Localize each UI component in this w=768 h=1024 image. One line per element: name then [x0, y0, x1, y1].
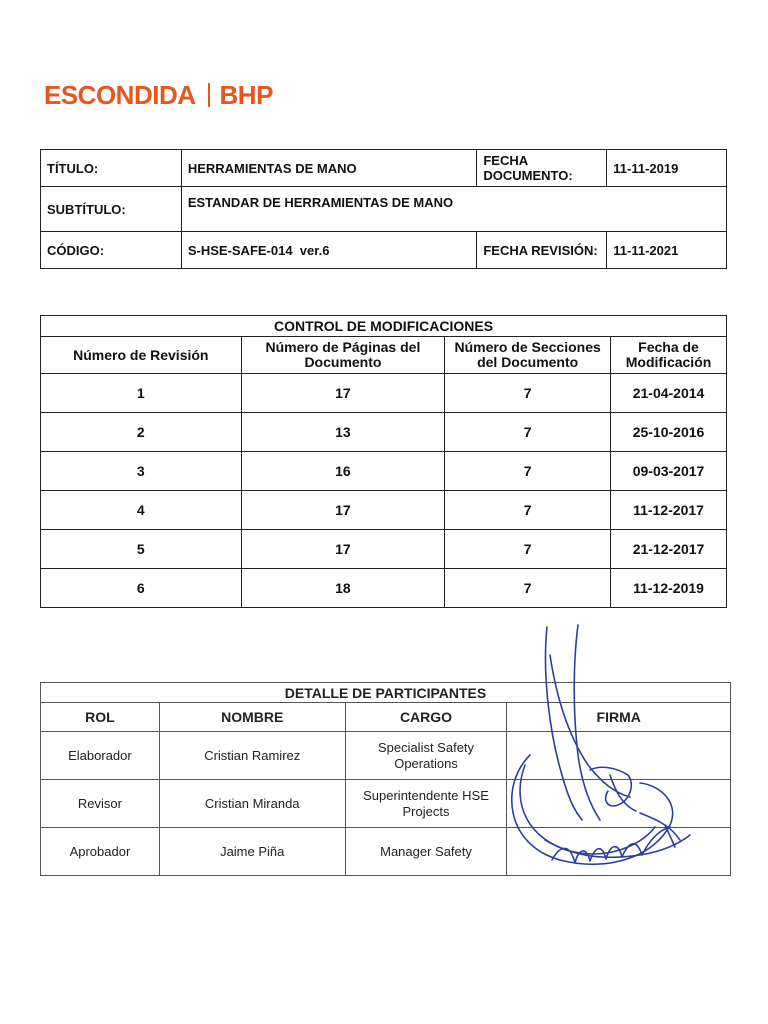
secciones-cell: 7 [445, 452, 611, 491]
revision-cell: 2 [41, 413, 242, 452]
header-fecha-modificacion: Fecha de Modificación [611, 337, 727, 374]
revision-cell: 1 [41, 374, 242, 413]
paginas-cell: 17 [241, 530, 445, 569]
secciones-cell: 7 [445, 374, 611, 413]
titulo-label: TÍTULO: [41, 150, 182, 187]
titulo-row [41, 150, 727, 187]
table-row [41, 452, 727, 491]
revision-cell: 3 [41, 452, 242, 491]
firma-cell [507, 780, 731, 828]
rol-cell: Aprobador [41, 828, 160, 876]
logo-separator [208, 83, 210, 107]
nombre-cell: Jaime Piña [159, 828, 345, 876]
paginas-cell: 17 [241, 491, 445, 530]
table-row [41, 828, 731, 876]
modifications-title-row [41, 316, 727, 337]
subtitulo-row [41, 187, 727, 232]
modifications-title: CONTROL DE MODIFICACIONES [41, 316, 727, 337]
paginas-cell: 13 [241, 413, 445, 452]
fecha-cell: 11-12-2017 [611, 491, 727, 530]
fecha-cell: 11-12-2019 [611, 569, 727, 608]
nombre-cell: Cristian Ramirez [159, 732, 345, 780]
modifications-header-row [41, 337, 727, 374]
codigo-label: CÓDIGO: [41, 232, 182, 269]
rol-cell: Elaborador [41, 732, 160, 780]
codigo-value: S-HSE-SAFE-014 ver.6 [181, 232, 477, 269]
fecha-revision-value: 11-11-2021 [607, 232, 727, 269]
header-rol: ROL [41, 703, 160, 732]
fecha-cell: 21-12-2017 [611, 530, 727, 569]
control-modificaciones-table [40, 315, 727, 608]
logo-escondida: ESCONDIDA [44, 80, 196, 110]
fecha-cell: 21-04-2014 [611, 374, 727, 413]
document-info-table [40, 149, 727, 269]
secciones-cell: 7 [445, 530, 611, 569]
header-numero-secciones: Número de Secciones del Documento [445, 337, 611, 374]
firma-cell [507, 828, 731, 876]
cargo-cell: Specialist Safety Operations [345, 732, 507, 780]
cargo-cell: Manager Safety [345, 828, 507, 876]
subtitulo-label: SUBTÍTULO: [41, 187, 182, 232]
rol-cell: Revisor [41, 780, 160, 828]
header-numero-revision: Número de Revisión [41, 337, 242, 374]
secciones-cell: 7 [445, 491, 611, 530]
escondida-bhp-logo [44, 80, 273, 111]
cargo-cell: Superintendente HSE Projects [345, 780, 507, 828]
titulo-value: HERRAMIENTAS DE MANO [181, 150, 477, 187]
table-row [41, 530, 727, 569]
codigo-row [41, 232, 727, 269]
revision-cell: 6 [41, 569, 242, 608]
paginas-cell: 17 [241, 374, 445, 413]
fecha-cell: 09-03-2017 [611, 452, 727, 491]
fecha-documento-value: 11-11-2019 [607, 150, 727, 187]
firma-cell [507, 732, 731, 780]
table-row [41, 491, 727, 530]
fecha-documento-label: FECHA DOCUMENTO: [477, 150, 607, 187]
participants-title: DETALLE DE PARTICIPANTES [41, 683, 731, 703]
table-row [41, 569, 727, 608]
table-row [41, 732, 731, 780]
paginas-cell: 16 [241, 452, 445, 491]
secciones-cell: 7 [445, 413, 611, 452]
detalle-participantes-table [40, 682, 731, 876]
logo-bhp: BHP [219, 80, 273, 110]
participants-title-row [41, 683, 731, 703]
header-numero-paginas: Número de Páginas del Documento [241, 337, 445, 374]
revision-cell: 4 [41, 491, 242, 530]
table-row [41, 780, 731, 828]
revision-cell: 5 [41, 530, 242, 569]
header-nombre: NOMBRE [159, 703, 345, 732]
table-row [41, 374, 727, 413]
table-row [41, 413, 727, 452]
header-cargo: CARGO [345, 703, 507, 732]
header-firma: FIRMA [507, 703, 731, 732]
fecha-cell: 25-10-2016 [611, 413, 727, 452]
fecha-revision-label: FECHA REVISIÓN: [477, 232, 607, 269]
nombre-cell: Cristian Miranda [159, 780, 345, 828]
paginas-cell: 18 [241, 569, 445, 608]
secciones-cell: 7 [445, 569, 611, 608]
subtitulo-value: ESTANDAR DE HERRAMIENTAS DE MANO [181, 187, 726, 232]
participants-header-row [41, 703, 731, 732]
